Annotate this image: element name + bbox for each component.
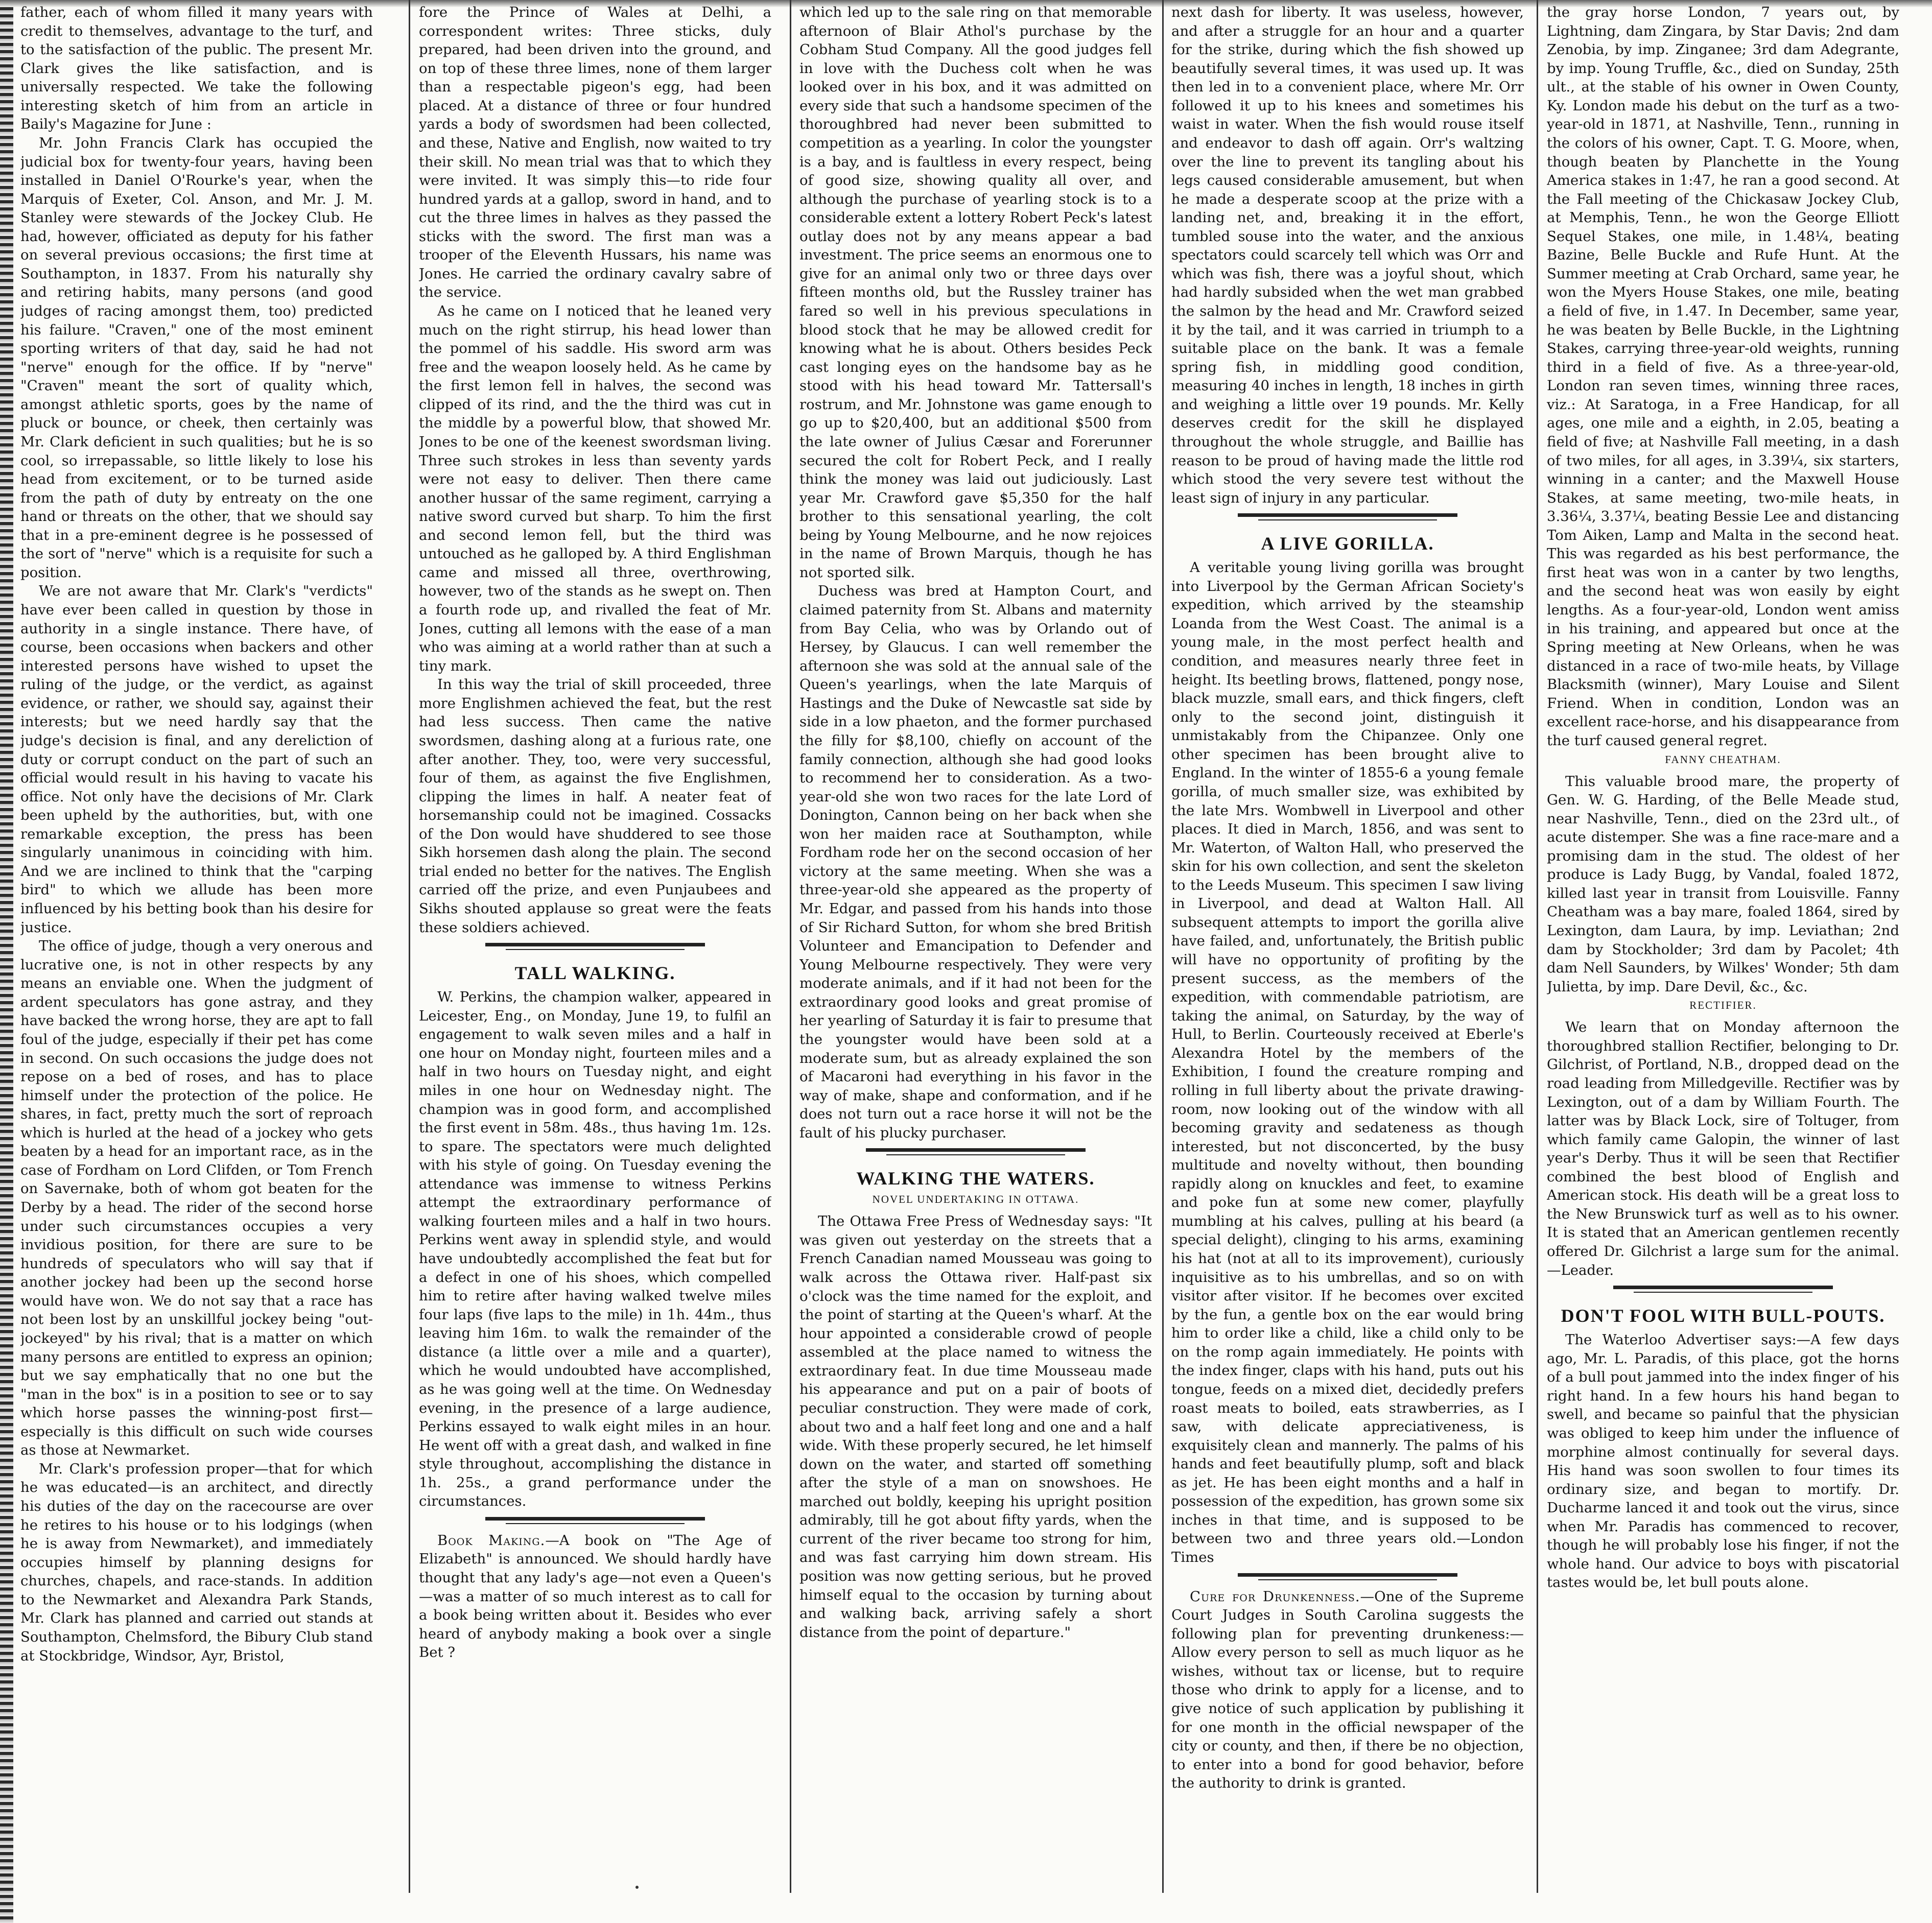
- section-divider: [1547, 1279, 1899, 1300]
- paragraph: father, each of whom filled it many years with credit to themselves, advantage to the turf, and to the satisfaction of the public. The present Mr. Clark gives the like satisfaction, and is universally respected. We take the following interesting sketch of him from an article in Baily's Magazine for June :: [20, 4, 373, 133]
- book-making-title: Book Making.: [437, 1532, 546, 1549]
- drunkenness-body: —One of the Supreme Court Judges in South Carolina suggests the following plan for preventing drunkeness:—Allow every person to sell as much liquor as he wishes, without tax or license, but to require those who drink to apply for a license, and to give notice of such application by publishing it for one month in the official newspaper of the city or county, and then, if there be no objection, to enter into a bond for good behavior, before the authority to drink is granted.: [1171, 1588, 1524, 1792]
- paragraph: Mr. Clark's profession proper—that for which he was educated—is an architect, and directly his duties of the day on the racecourse are over he retires to his house or to his lodgings (when he is away from Newmarket), and immediately occupies himself by planning designs for churches, chapels, and race-stands. In addition to the Newmarket and Alexandra Park Stands, Mr. Clark has planned and carried out stands at Southampton, Chelmsford, the Bibury Club stand at Stockbridge, Windsor, Ayr, Bristol,: [20, 1460, 373, 1664]
- paragraph: Duchess was bred at Hampton Court, and claimed paternity from St. Albans and maternity from Bay Celia, who was by Orlando out of Hersey, by Glaucus. I can well remember the afternoon she was sold at the annual sale of the Queen's yearlings, when the late Marquis of Hastings and the Duke of Newcastle sat side by side in a low phaeton, and the former purchased the filly for $8,100, chiefly on account of the family connection, although she had good looks to recommend her to consideration. As a two-year-old she won two races for the late Lord of Donington, Cannon being on her back when she won her maiden race at Southampton, while Fordham rode her on the second occasion of her victory at the same meeting. When she was a three-year-old she appeared as the property of Mr. Edgar, and passed from his hands into those of Sir Richard Sutton, for whom she bred British Volunteer and Emancipation to Defender and Young Melbourne respectively. They were very moderate animals, and if it had not been for the extraordinary good looks and great promise of her yearling of Saturday it is fair to presume that the youngster would have been sold at a moderate sum, but as already explained the son of Macaroni had everything in his favor in the way of make, shape and conformation, and if he does not turn out a race horse it will not be the fault of his plucky purchaser.: [799, 583, 1152, 1141]
- column-3: [799, 3, 1152, 1893]
- column-5: [1547, 3, 1899, 1893]
- paragraph: A veritable young living gorilla was brought into Liverpool by the German African Society's expedition, which arrived by the steamship Loanda from the West Coast. The animal is a young male, in the most perfect health and condition, and measures nearly three feet in height. Its beetling brows, flattened, pongy nose, black muzzle, small ears, and thick fingers, cleft only to the second joint, distinguish it unmistakably from the Chipanzee. Only one other specimen has been brought alive to England. In the winter of 1855-6 a young female gorilla, of much smaller size, was exhibited by the late Mrs. Wombwell in Liverpool and other places. It died in March, 1856, and was sent to Mr. Waterton, of Walton Hall, who preserved the skin for his own collection, and sent the skeleton to the Leeds Museum. This specimen I saw living in Liverpool, and dead at Walton Hall. All subsequent attempts to import the gorilla alive have failed, and, unfortunately, the British public will have no opportunity of profiting by the present success, as the members of the expedition, with commendable patriotism, are taking the animal, on Saturday, by the way of Hull, to Berlin. Courteously received at Eberle's Alexandra Hotel by the members of the Exhibition, I found the creature romping and rolling in full liberty about the private drawing-room, now looking out of the window with all becoming gravity and sedateness as though interested, but not disconcerted, by the busy multitude and novelty without, then bounding rapidly along on knuckles and feet, to examine and poke fun at some new comer, playfully mumbling at his calves, pulling at his beard (a special delight), clinging to his arms, examining his hat (not at all to its improvement), curiously inquisitive as to his umbrellas, and so on with visitor after visitor. If he becomes over excited by the fun, a gentle box on the ear would bring him to order like a child, like a child only to be on the romp again immediately. He points with the index finger, claps with his hand, puts out his tongue, feeds on a mixed diet, decidedly prefers roast meats to boiled, eats strawberries, as I saw, with delicate appreciativeness, is exquisitely clean and mannerly. The palms of his hands and feet beautifully plump, soft and black as jet. He has been eight months and a half in possession of the expedition, has grown some six inches in that time, and is supposed to be between two and three years old.—London Times: [1171, 559, 1524, 1565]
- paragraph: The Ottawa Free Press of Wednesday says: "It was given out yesterday on the streets that a French Canadian named Mousseau was going to walk across the Ottawa river. Half-past six o'clock was the time named for the exploit, and the point of starting at the Queen's wharf. At the hour appointed a considerable crowd of people assembled at the place named to witness the extraordinary feat. In due time Mousseau made his appearance and put on a pair of boots of peculiar construction. They were made of cork, about two and a half feet long and one and a half wide. With these properly secured, he let himself down on the water, and started off something after the style of a man on snowshoes. He marched out boldly, keeping his upright position admirably, till he got about fifty yards, when the current of the river became too strong for him, and was fast carrying him down stream. His position was now getting serious, but he proved himself equal to the occasion by turning about and walking back, arriving safely a short distance from the point of departure.": [799, 1213, 1152, 1641]
- column-rule: [1537, 0, 1538, 1893]
- column-4: [1171, 3, 1524, 1893]
- paragraph: As he came on I noticed that he leaned very much on the right stirrup, his head lower than the pommel of his saddle. His sword arm was free and the weapon loosely held. As he came by the first lemon fell in halves, the second was clipped of its rind, and the the third was cut in the middle by a powerful blow, that showed Mr. Jones to be one of the keenest swordsman living. Three such strokes in less than seventy yards were not easy to deliver. Then there came another hussar of the same regiment, carrying a native sword curved but sharp. To him the first and second lemon fell, but the third was untouched as he galloped by. A third Englishman came and missed all three, overthrowing, however, two of the stands as he swept on. Then a fourth rode up, and rivalled the feat of Mr. Jones, cutting all lemons with the ease of a man who was aiming at a world rather than at such a tiny mark.: [419, 303, 771, 674]
- walking-waters-heading: WALKING THE WATERS.: [856, 1168, 1095, 1189]
- paragraph: which led up to the sale ring on that memorable afternoon of Blair Athol's purchase by the Cobham Stud Company. All the good judges fell in love with the Duchess colt when he was looked over in his box, and it was admitted on every side that such a handsome specimen of the thoroughbred had never been submitted to competition as a yearling. In color the youngster is a bay, and is faultless in every respect, being of good size, showing quality all over, and although the purchase of yearling stock is to a considerable extent a lottery Robert Peck's latest outlay does not by any means appear a bad investment. The price seems an enormous one to give for an animal only two or three days over fifteen months old, but the Russley trainer has fared so well in his previous speculations in blood stock that he may be allowed credit for knowing what he is about. Others besides Peck cast longing eyes on the handsome bay as he stood with his head toward Mr. Tattersall's rostrum, and Mr. Johnstone was game enough to go up to $20,400, but an additional $500 from the late owner of Julius Cæsar and Forerunner secured the colt for Robert Peck, and I really think the money was laid out judiciously. Last year Mr. Crawford gave $5,350 for the half brother to this sensational yearling, the colt being by Young Melbourne, and he now rejoices in the name of Brown Marquis, though he has not sported silk.: [799, 4, 1152, 581]
- rectifier-heading: RECTIFIER.: [1689, 999, 1757, 1012]
- column-rule: [790, 0, 791, 1893]
- column-rule: [409, 0, 410, 1893]
- tall-walking-heading: TALL WALKING.: [514, 963, 676, 984]
- page-binding-edge: [0, 0, 13, 1923]
- book-making-item: [419, 1531, 771, 1662]
- section-divider: [419, 1511, 771, 1531]
- paragraph: fore the Prince of Wales at Delhi, a correspondent writes: Three sticks, duly prepared, had been driven into the ground, and on top of these three limes, none of them larger than a respectable pigeon's egg, had been placed. At a distance of three or four hundred yards a body of swordsmen had been collected, and these, Native and English, now waited to try their skill. No mean trial was that to which they were invited. It was simply this—to ride four hundred yards at a gallop, sword in hand, and to cut the three limes in halves as they passed the sticks with the sword. The first man was a trooper of the Eleventh Hussars, his name was Jones. He carried the ordinary cavalry sabre of the service.: [419, 4, 771, 301]
- section-divider: [799, 1142, 1152, 1162]
- book-making-body: —A book on "The Age of Elizabeth" is announced. We should hardly have thought that any lady's age—not even a Queen's—was a matter of so much interest as to call for a book being written about it. Besides who ever heard of anybody making a book over a single Bet ?: [419, 1532, 771, 1661]
- bull-pouts-heading: DON'T FOOL WITH BULL-POUTS.: [1561, 1305, 1886, 1326]
- paragraph: next dash for liberty. It was useless, however, and after a struggle for an hour and a quarter for the strike, during which the fish showed up beautifully several times, it was used up. It was then led in to a convenient place, where Mr. Orr followed it up to his knees and sometimes his waist in water. When the fish would rouse itself and endeavor to dash off again. Orr's waltzing over the line to prevent its tangling about his legs caused considerable amusement, but when he made a desperate scoop at the prize with a landing net, and, breaking it in the effort, tumbled souse into the water, and the anxious spectators could scarcely tell which was Orr and which was fish, there was a joyful shout, which had hardly subsided when the wet man grabbed the salmon by the head and Mr. Crawford seized it by the tail, and it was carried in triumph to a suitable place on the bank. It was a female spring fish, in middling good condition, measuring 40 inches in length, 18 inches in girth and weighing a little over 19 pounds. Mr. Kelly deserves credit for the skill he displayed throughout the whole struggle, and Baillie has reason to be proud of having made the little rod which stood the very severe test without the least sign of injury in any particular.: [1171, 4, 1524, 506]
- walking-waters-subhead: NOVEL UNDERTAKING IN OTTAWA.: [872, 1193, 1079, 1206]
- paragraph: We learn that on Monday afternoon the thoroughbred stallion Rectifier, belonging to Dr. Gilchrist, of Portland, N.B., dropped dead on the road leading from Milledgeville. Rectifier was by Lexington, out of a dam by William Fourth. The latter was by Black Lock, sire of Toltuger, from which family came Galopin, the winner of last year's Derby. Thus it will be seen that Rectifier combined the best blood of English and American stock. His death will be a great loss to the New Brunswick turf as well as to his owner. It is stated that an American gentlemen recently offered Dr. Gilchrist a large sum for the animal.—Leader.: [1547, 1019, 1899, 1278]
- paragraph: We are not aware that Mr. Clark's "verdicts" have ever been called in question by those in authority in a single instance. There have, of course, been occasions when backers and other interested persons have wished to upset the ruling of the judge, or the verdict, as against evidence, or rather, we should say, against their interests; but we need hardly say that the judge's decision is final, and any dereliction of duty or corrupt conduct on the part of such an official would result in his having to vacate his office. Not only have the decisions of Mr. Clark been upheld by the authorities, but, with one remarkable exception, the press has been singularly unanimous in coinciding with him. And we are inclined to think that the "carping bird" to which we allude has been more influenced by his betting book than his desire for justice.: [20, 583, 373, 936]
- drunkenness-title: Cure for Drunkenness.: [1190, 1588, 1360, 1605]
- gorilla-heading: A LIVE GORILLA.: [1261, 533, 1434, 554]
- drunkenness-item: [1171, 1587, 1524, 1793]
- column-rule: [1162, 0, 1164, 1893]
- column-2: [419, 3, 771, 1893]
- paragraph: The Waterloo Advertiser says:—A few days ago, Mr. L. Paradis, of this place, got the horns of a bull pout jammed into the index finger of his right hand. In a few hours his hand began to swell, and became so painful that the physician was obliged to keep him under the influence of morphine almost continually for several days. His hand was soon swollen to four times its ordinary size, and began to mortify. Dr. Ducharme lanced it and took out the virus, since when Mr. Paradis has commenced to recover, though he will probably lose his finger, if not the whole hand. Our advice to boys with piscatorial tastes would be, let bull pouts alone.: [1547, 1332, 1899, 1591]
- ink-speck: [635, 1886, 639, 1889]
- paragraph: This valuable brood mare, the property of Gen. W. G. Harding, of the Belle Meade stud, near Nashville, Tenn., died on the 23rd ult., of acute distemper. She was a fine race-mare and a promising dam in the stud. The oldest of her produce is Lady Bugg, by Vandal, foaled 1872, killed last year in transit from Louisville. Fanny Cheatham was a bay mare, foaled 1864, sired by Lexington, dam Laura, by imp. Leviathan; 2nd dam by Stockholder; 3rd dam by Pacolet; 4th dam Nell Saunders, by Wilkes' Wonder; 5th dam Julietta, by imp. Dare Devil, &c., &c.: [1547, 773, 1899, 995]
- paragraph: the gray horse London, 7 years out, by Lightning, dam Zingara, by Star Davis; 2nd dam Zenobia, by imp. Zinganee; 3rd dam Adegrante, by imp. Young Truffle, &c., died on Sunday, 25th ult., at the stable of his owner in Owen County, Ky. London made his debut on the turf as a two-year-old in 1871, at Nashville, Tenn., running in the colors of his owner, Capt. T. G. Moore, when, though beaten by Planchette in the Young America stakes in 1:47, he ran a good second. At the Fall meeting of the Chickasaw Jockey Club, at Memphis, Tenn., he won the George Elliott Sequel Stakes, one mile, in 1.48¼, beating Bazine, Belle Buckle and Rufe Hunt. At the Summer meeting at Crab Orchard, same year, he won the Myers House Stakes, one mile, beating a field of five, in 1.47. In December, same year, he was beaten by Belle Buckle, in the Lightning Stakes, carrying three-year-old weights, running third in a field of five. As a three-year-old, London ran seven times, winning three races, viz.: At Saratoga, in a Free Handicap, for all ages, one mile and a eighth, in 2.05, beating a field of five; at Nashville Fall meeting, in a dash of two miles, for all ages, in 3.39¼, six starters, winning in a canter; and the Maxwell House Stakes, at same meeting, two-mile heats, in 3.36¼, 3.37¼, beating Bessie Lee and distancing Tom Aiken, Lamp and Malta in the second heat. This was regarded as his best performance, the first heat was won in a canter by two lengths, and the second heat was won easily by eight lengths. As a four-year-old, London went amiss in his training, and appeared but once at the Spring meeting at New Orleans, when he was distanced in a race of two-mile heats, by Village Blacksmith (winner), Mary Louise and Silent Friend. When in condition, London was an excellent race-horse, and his disappearance from the turf caused general regret.: [1547, 4, 1899, 749]
- paragraph: W. Perkins, the champion walker, appeared in Leicester, Eng., on Monday, June 19, to fulfil an engagement to walk seven miles and a half in one hour on Monday night, fourteen miles and a half in two hours on Tuesday night, and eight miles in one hour on Wednesday night. The champion was in good form, and accomplished the first event in 58m. 48s., thus having 1m. 12s. to spare. The spectators were much delighted with his style of going. On Tuesday evening the attendance was immense to witness Perkins attempt the extraordinary performance of walking fourteen miles and a half in two hours. Perkins went away in splendid style, and would have undoubtedly accomplished the feat but for a defect in one of his shoes, which compelled him to retire after having walked twelve miles four laps (five laps to the mile) in 1h. 44m., thus leaving him 16m. to walk the remainder of the distance (a little over a mile and a quarter), which he would undoubted have accomplished, as he was going well at the time. On Wednesday evening, in the presence of a large audience, Perkins essayed to walk eight miles in an hour. He went off with a great dash, and walked in fine style throughout, accomplishing the distance in 1h. 25s., a grand performance under the circumstances.: [419, 989, 771, 1510]
- column-1: [20, 3, 373, 1893]
- fanny-cheatham-heading: FANNY CHEATHAM.: [1665, 753, 1781, 766]
- section-divider: [419, 937, 771, 957]
- paragraph: In this way the trial of skill proceeded, three more Englishmen achieved the feat, but the rest had less success. Then came the native swordsmen, dashing along at a furious rate, one after another. They, too, were very successful, four of them, as against the five Englishmen, clipping the limes in half. A neater feat of horsemanship could not be imagined. Cossacks of the Don would have shuddered to see those Sikh horsemen dash along the plain. The second trial ended no better for the natives. The English carried off the prize, and even Punjaubees and Sikhs shouted applause so great were the feats these soldiers achieved.: [419, 676, 771, 936]
- section-divider: [1171, 1567, 1524, 1587]
- paragraph: Mr. John Francis Clark has occupied the judicial box for twenty-four years, having been installed in Daniel O'Rourke's year, when the Marquis of Exeter, Col. Anson, and Mr. J. M. Stanley were stewards of the Jockey Club. He had, however, officiated as deputy for his father on several previous occasions; the first time at Southampton, in 1837. From his naturally shy and retiring habits, many persons (and good judges of racing amongst them, too) predicted his failure. "Craven," one of the most eminent sporting writers of that day, said he had not "nerve" enough for the office. If by "nerve" "Craven" meant the sort of quality which, amongst athletic sports, goes by the name of pluck or bounce, or cheek, then certainly was Mr. Clark deficient in such qualities; but he is so cool, so irrepassable, so little likely to lose his head from excitement, or to be turned aside from the path of duty by entreaty on the one hand or threats on the other, that we should say that in a pre-eminent degree is he possessed of the sort of "nerve" which is a requisite for such a position.: [20, 134, 373, 581]
- paragraph: The office of judge, though a very onerous and lucrative one, is not in other respects by any means an enviable one. When the judgment of ardent speculators has gone astray, and they have backed the wrong horse, they are apt to fall foul of the judge, especially if their pet has come in second. On such occasions the judge does not repose on a bed of roses, and has to place himself under the protection of the police. He shares, in fact, pretty much the sort of reproach which is hurled at the head of a jockey who gets beaten by a head for an important race, as in the case of Fordham on Lord Clifden, or Tom French on Savernake, both of whom got beaten for the Derby by a head. The rider of the second horse under such circumstances occupies a very invidious position, for there are sure to be hundreds of speculators who will say that if another jockey had been up the second horse would have won. We do not say that a race has not been lost by an unskillful jockey being "out-jockeyed" by his rival; that is a matter on which many persons are entitled to express an opinion; but we say emphatically that no one but the "man in the box" is in a position to see or to say which horse passes the winning-post first—especially is this difficult on such wide courses as those at Newmarket.: [20, 938, 373, 1459]
- section-divider: [1171, 507, 1524, 528]
